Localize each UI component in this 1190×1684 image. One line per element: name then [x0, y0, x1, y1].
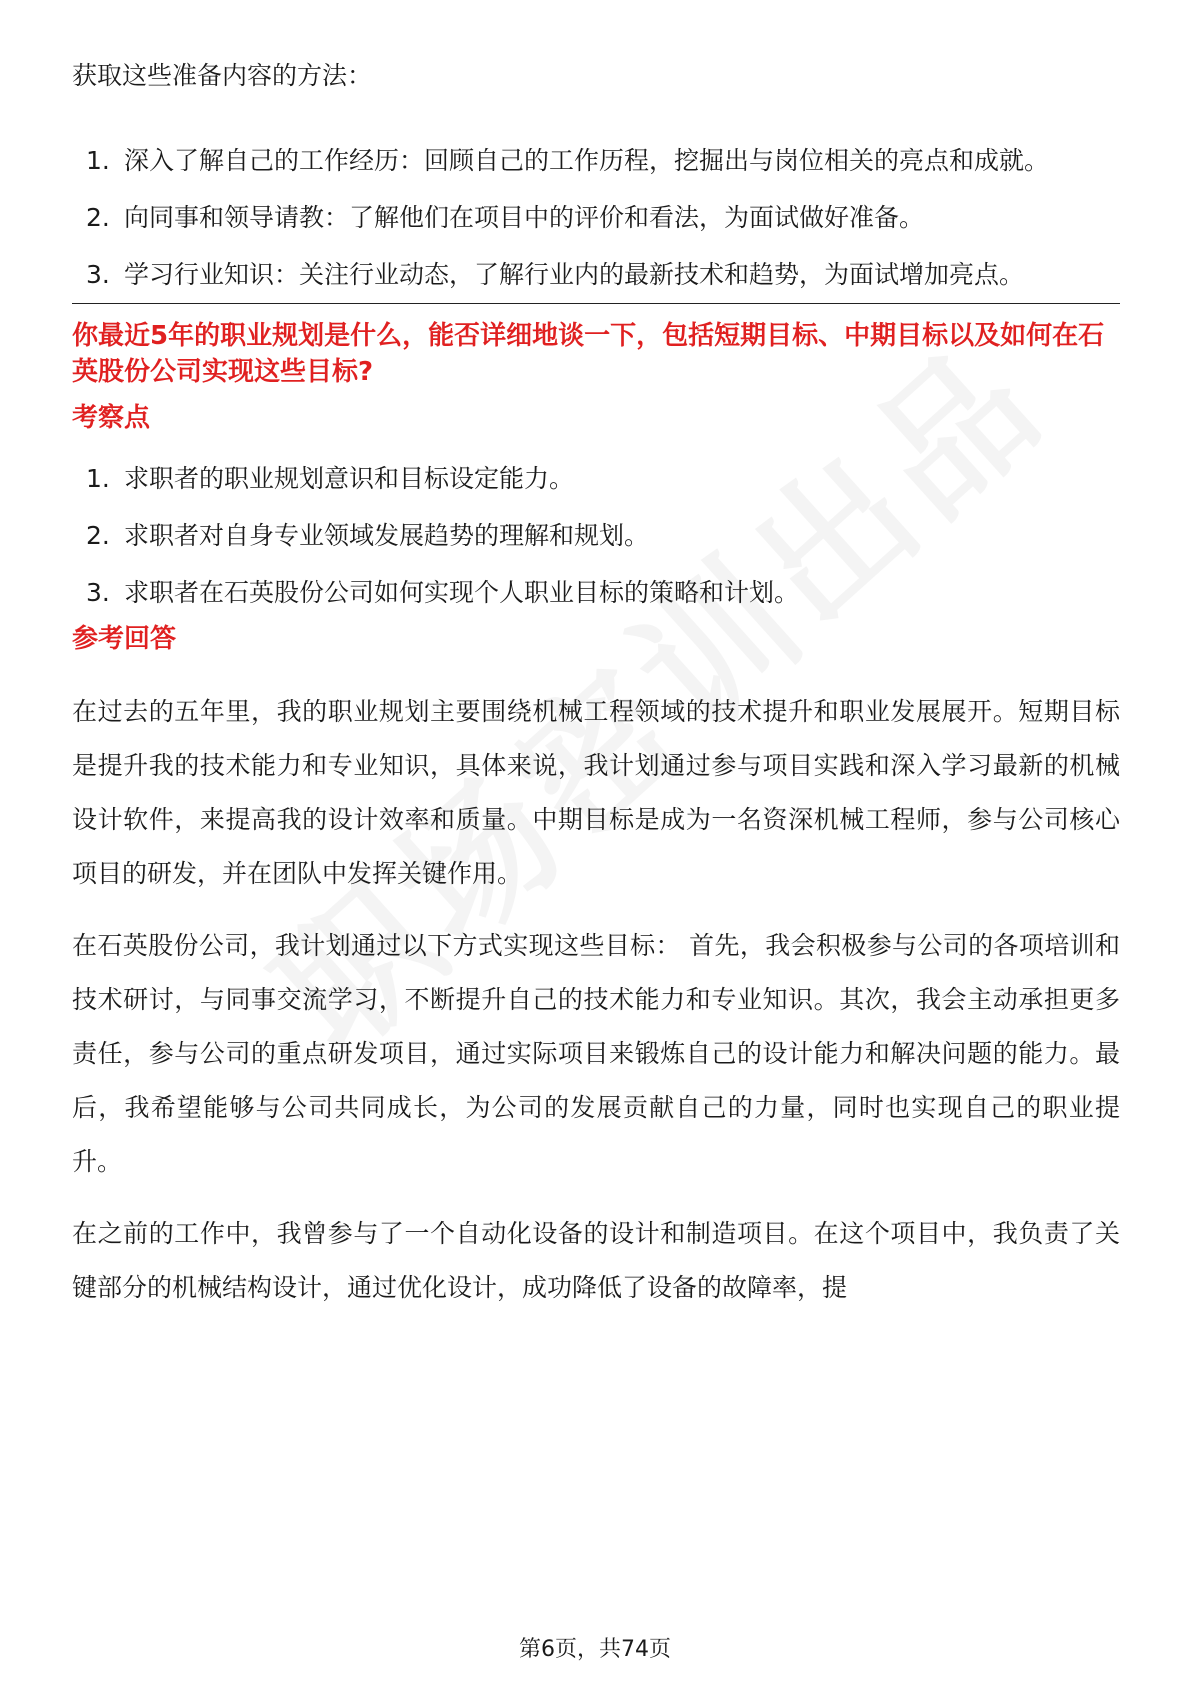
- intro-text: 获取这些准备内容的方法：: [72, 61, 373, 90]
- list-number: 1.: [86, 464, 110, 493]
- list-item-text: 求职者对自身专业领域发展趋势的理解和规划。: [124, 521, 650, 550]
- question-heading: 你最近5年的职业规划是什么，能否详细地谈一下，包括短期目标、中期目标以及如何在石英股份公司实现这些目标?: [72, 321, 1105, 387]
- list-item-text: 向同事和领导请教：了解他们在项目中的评价和看法，为面试做好准备。: [124, 203, 925, 232]
- list-item: [72, 507, 1120, 564]
- list-item-text: 学习行业知识：关注行业动态，了解行业内的最新技术和趋势，为面试增加亮点。: [124, 260, 1025, 289]
- list-item: [72, 564, 1120, 621]
- methods-list: [72, 132, 1120, 303]
- list-number: 1.: [86, 146, 110, 175]
- list-item: [72, 450, 1120, 507]
- document-body: [72, 58, 1120, 1315]
- list-number: 2.: [86, 521, 110, 550]
- answer-paragraph: 在石英股份公司，我计划通过以下方式实现这些目标： 首先，我会积极参与公司的各项培训和技术研讨，与同事交流学习，不断提升自己的技术能力和专业知识。其次，我会主动承担更多责任，参与公司的重点研发项目，通过实际项目来锻炼自己的设计能力和解决问题的能力。最后，我希望能够与公司共同成长，为公司的发展贡献自己的力量，同时也实现自己的职业提升。: [72, 931, 1120, 1176]
- answer-paragraph: 在之前的工作中，我曾参与了一个自动化设备的设计和制造项目。在这个项目中，我负责了关键部分的机械结构设计，通过优化设计，成功降低了设备的故障率，提: [72, 1219, 1120, 1302]
- list-item: [72, 246, 1120, 303]
- focus-heading: 考察点: [72, 403, 151, 433]
- list-number: 3.: [86, 578, 110, 607]
- list-item-text: 求职者在石英股份公司如何实现个人职业目标的策略和计划。: [124, 578, 800, 607]
- answer-paragraph: 在过去的五年里，我的职业规划主要围绕机械工程领域的技术提升和职业发展展开。短期目标是提升我的技术能力和专业知识，具体来说，我计划通过参与项目实践和深入学习最新的机械设计软件，来提高我的设计效率和质量。中期目标是成为一名资深机械工程师，参与公司核心项目的研发，并在团队中发挥关键作用。: [72, 697, 1120, 888]
- list-item: [72, 132, 1120, 189]
- list-item-text: 求职者的职业规划意识和目标设定能力。: [124, 464, 575, 493]
- section-divider: [72, 303, 1120, 304]
- page-number: 第6页，共74页: [519, 1637, 671, 1662]
- answer-heading: 参考回答: [72, 624, 177, 654]
- list-item-text: 深入了解自己的工作经历：回顾自己的工作历程，挖掘出与岗位相关的亮点和成就。: [124, 146, 1050, 175]
- list-item: [72, 189, 1120, 246]
- focus-points-list: [72, 450, 1120, 621]
- list-number: 2.: [86, 203, 110, 232]
- list-number: 3.: [86, 260, 110, 289]
